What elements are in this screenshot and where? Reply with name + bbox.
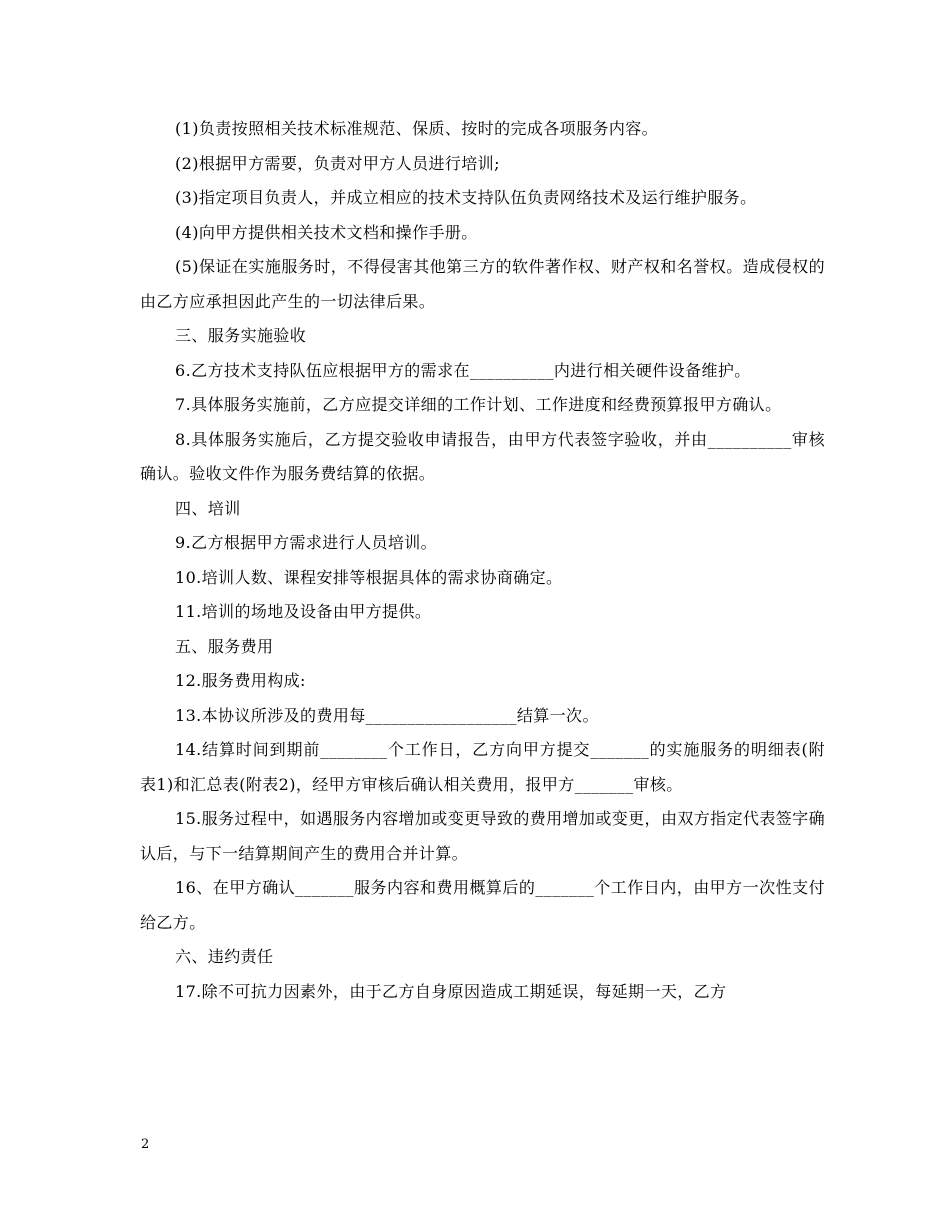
- document-body: [140, 112, 825, 1009]
- section-heading-training: 四、培训: [175, 498, 241, 518]
- paragraph-clause-6: 6.乙方技术支持队伍应根据甲方的需求在__________内进行相关硬件设备维护。: [175, 360, 751, 380]
- paragraph-clause-14: 14.结算时间到期前________个工作日，乙方向甲方提交_______的实施服务的明细表(附表1)和汇总表(附表2)，经甲方审核后确认相关费用，报甲方_______审核。: [140, 740, 825, 794]
- paragraph-clause-5: (5)保证在实施服务时，不得侵害其他第三方的软件著作权、财产权和名誉权。造成侵权的由乙方应承担因此产生的一切法律后果。: [140, 257, 825, 311]
- paragraph-clause-10: 10.培训人数、课程安排等根据具体的需求协商确定。: [175, 567, 563, 587]
- paragraph-clause-1: (1)负责按照相关技术标准规范、保质、按时的完成各项服务内容。: [175, 119, 659, 138]
- paragraph-clause-3: (3)指定项目负责人，并成立相应的技术支持队伍负责网络技术及运行维护服务。: [175, 188, 757, 207]
- paragraph-clause-4: (4)向甲方提供相关技术文档和操作手册。: [175, 222, 478, 242]
- paragraph-clause-12: 12.服务费用构成:: [175, 671, 306, 690]
- paragraph-clause-17: 17.除不可抗力因素外，由于乙方自身原因造成工期延误，每延期一天，乙方: [175, 981, 727, 1001]
- paragraph-clause-11: 11.培训的场地及设备由甲方提供。: [175, 602, 432, 621]
- paragraph-clause-13: 13.本协议所涉及的费用每__________________结算一次。: [175, 705, 599, 725]
- section-heading-acceptance: 三、服务实施验收: [175, 326, 307, 345]
- section-heading-breach: 六、违约责任: [175, 947, 274, 966]
- paragraph-clause-7: 7.具体服务实施前，乙方应提交详细的工作计划、工作进度和经费预算报甲方确认。: [175, 395, 782, 414]
- paragraph-clause-2: (2)根据甲方需要，负责对甲方人员进行培训;: [175, 153, 500, 173]
- paragraph-clause-9: 9.乙方根据甲方需求进行人员培训。: [175, 533, 438, 552]
- paragraph-clause-16: 16、在甲方确认_______服务内容和费用概算后的_______个工作日内，由甲方一次性支付给乙方。: [140, 878, 825, 932]
- page-number: 2: [141, 1137, 150, 1152]
- paragraph-clause-15: 15.服务过程中，如遇服务内容增加或变更导致的费用增加或变更，由双方指定代表签字确认后，与下一结算期间产生的费用合并计算。: [140, 809, 825, 863]
- section-heading-fees: 五、服务费用: [175, 636, 274, 656]
- paragraph-clause-8: 8.具体服务实施后，乙方提交验收申请报告，由甲方代表签字验收，并由__________审核确认。验收文件作为服务费结算的依据。: [140, 429, 825, 483]
